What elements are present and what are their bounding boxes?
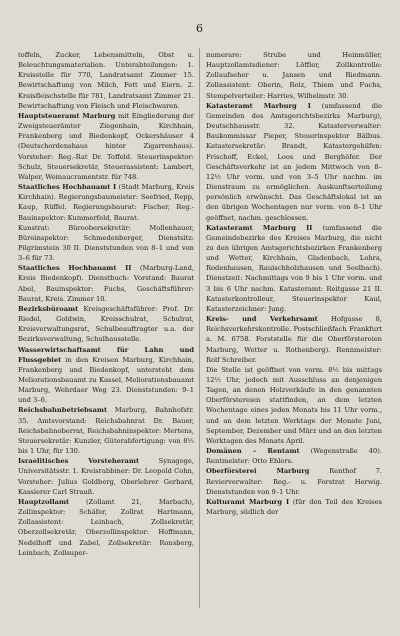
entry-heading: Bezirksbüroamt bbox=[18, 304, 79, 313]
entry-heading: Kreis- und Verkehrsamt bbox=[206, 315, 318, 324]
text-entry bbox=[18, 456, 194, 497]
text-entry bbox=[206, 223, 382, 314]
entry-text: numerare: Strube und Heinmüller, Hauptzollamtsdiener: Löffler, Zollkontrolle: Zollaufseher u. Jansen und Riedmann. Zollassistent: Oberin, Rolz, Thiem und Fuchs, Stempelverteiler: Harries, Wilhelmstr. 30. bbox=[206, 51, 382, 100]
entry-text: in den Kreisen Marburg, Kirchhain, Frankenberg und Biedenkopf, untersteht dem Meliorationsbauamt zu Kassel, Meliorationsbauamt Marburg, Wehrdaer Weg 23. Dienststunden: 9–1 und 3–6. bbox=[18, 355, 194, 405]
text-entry bbox=[18, 304, 194, 345]
entry-heading: Kulturamt Marburg I bbox=[206, 497, 290, 506]
text-entry bbox=[18, 405, 194, 456]
text-entry bbox=[18, 497, 194, 558]
entry-text: Marburg, Bahnhofstr. 35. Amtsvorstand: Reichsbahnrat Dr. Bauer, Reichsbahnoberrat, Reichsbahninspektor: Mertens, Steuersekretär: Kunzler, Güterabfertigung: von 8½ bis 1 Uhr, für 130. bbox=[18, 406, 194, 456]
entry-text: mit Eingliederung der Zweigsteuerämter Ziegenhain, Kirchhain, Frankenberg und Biedenkopf, Ockershäuser 4 (Deutschordenshaus hinter Zigarrenhaus). Vorsteher: Reg.-Rat Dr. Toffeld. Steuerinspektor: Schulz, Steuersekretär, Steuerassistent: Lambert, Walper, Weinaucramentstr. für 748. bbox=[18, 111, 194, 181]
text-entry bbox=[18, 50, 194, 111]
entry-heading: Domänen – Rentamt bbox=[206, 447, 300, 456]
entry-text: (Stadt Marburg, Kreis Kirchhain). Regierungsbaumeister: Seefried, Repp, Kaup, Rüffel. Regierungsbaurat: Fischer, Reg.-Bauinspektor: Kummerfeld, Baurat. bbox=[18, 183, 194, 222]
entry-heading: Hauptzollamt bbox=[18, 497, 70, 506]
text-entry bbox=[206, 365, 382, 446]
entry-heading: Staatliches Hochbauamt I bbox=[18, 183, 117, 192]
entry-heading: Israelitisches Vorsteheramt bbox=[18, 457, 140, 466]
entry-heading: Hauptsteueramt Marburg bbox=[18, 111, 116, 120]
text-entry bbox=[206, 446, 382, 466]
entry-text: (Zollamt 21, Marbach), Zollinspektor: Schäfer, Zollrat Hartmann, Zollassistent: Leinbach, Zollsekretär, Oberzollsekretär, Oberzollinspektor: Hoffmann, Nedelhoff und Zabel, Zollsekretär: Ronsberg, Leinbach, Zollsuper- bbox=[18, 497, 194, 557]
entry-heading: Katasteramt Marburg II bbox=[206, 223, 313, 232]
entry-text: Kunstrat: Büroobersekretär: Mollenhauer, Büroinspektor: Schmedenberger, Dienstsitz: Pilgrimstein 30 II. Dienststunden von 8–1 und von 3–6 für 73. bbox=[18, 223, 194, 263]
entry-text: Synagoge, Universitätsstr. 1. Kreisrabbiner: Dr. Leopold Cohn, Vorsteher: Julius Goldberg, Oberlehrer Gerhard, Kassierer Carl Strauß. bbox=[18, 457, 194, 496]
text-entry bbox=[18, 111, 194, 182]
text-entry bbox=[206, 101, 382, 223]
entry-text: Kreisgeschäftsführer: Prof. Dr. Riedel, Goldwin, Kreisschulrat, Schulrat, Kreisverwaltungsrat, Schulbeauftragter u.a. der Bezirksverwaltung, Schulhausstelle. bbox=[18, 304, 194, 344]
entry-text: (Marburg-Land, Kreis Biedenkopf). Dienstbuch: Vorstand: Baurat Abel, Bauinspektor: Fuchs, Geschäftsführer: Baurat, Kreis. Zimmer 10. bbox=[18, 264, 194, 303]
column-divider bbox=[199, 48, 200, 608]
entry-text: Hofgasse 8, Reichsverkehrskontrolle. Postschließfach Frankfurt a. M. 6758. Forststelle für die Oberförstereien Marburg, Wetter u. Rothenberg). Rennmeister: Rolf Schreiber. bbox=[206, 315, 382, 364]
text-entry bbox=[18, 223, 194, 264]
left-column bbox=[18, 50, 194, 558]
entry-heading: Reichsbahnbetriebsamt bbox=[18, 406, 108, 415]
entry-text: (umfassend die Gemeindebezirke des Kreises Marburg, die nicht zu den übrigen Amtsgerichtsbezirken Frankenberg und Wetter, Kirchhain, Gladenbach, Lohra, Rodenhausen, Rauischholzhausen und Seelbach). Dienstzeit: Nachmittags von 9 bis 1 Uhr vorm. und 3 bis 6 Uhr nachm. Katasteramt: Reitgasse 21 II. Katasterkontrolleur, Steuerinspektor Kaul, Katasterzeichner: Jung. bbox=[206, 223, 382, 313]
text-entry bbox=[206, 497, 382, 517]
entry-text: (umfassend die Gemeinden des Amtsgerichtsbezirks Marburg), Deutschhausstr. 32. Katasterverwalter: Baukommissar Pieper, Steuerinspektor Bälbus. Katastersekretär: Brandt, Katastergehilfen: Frischoff, Eckel, Loos und Berghöfer. Der Geschäftsverkehr ist an jedem Mittwoch von 8–12½ Uhr vorm. und von 3–5 Uhr nachm. im Dienstraum zu ermöglichen. Auskunftserteilung persönlich erwünscht. Das Geschäftslokal ist an den übrigen Wochentagen nur vorm. von 8–1 Uhr geöffnet, nachm. geschlossen. bbox=[206, 101, 382, 222]
entry-text: (Wegenstraße 40). Rentmeister: Otto Ehlers. bbox=[206, 447, 382, 466]
entry-heading: Wasserwirtschaftsamt für Lahn und Flussgebiet bbox=[18, 345, 194, 364]
right-column bbox=[206, 50, 382, 517]
entry-text: (für den Teil des Kreises Marburg, südlich der bbox=[206, 497, 382, 517]
entry-text: Die Stelle ist geöffnet von vorm. 8½ bis mittags 12½ Uhr, jedoch mit Ausschluss an denjenigen Tagen, an denen Holzverkäufe in den genannten Oberförstereien stattfinden, an dem letzten Wochentage eines jeden Monats bis 11 Uhr vorm., und an dem letzten Werktage der Monate Juni, September, Dezember und März und an den letzten Werktagen des Monats April. bbox=[206, 365, 382, 445]
entry-text: toffeln, Zucker, Lebensmitteln, Obst u. Beleuchtungsmaterialien. Unterabteilungen: 1. Kreisstelle für 770, Landratsamt Zimmer 15. Bewirtschaftung von Milch, Fett und Eiern. 2. Kreisfleischstelle für 781, Landratsamt Zimmer 21. Bewirtschaftung von Fleisch und Fleischwaren. bbox=[18, 51, 194, 110]
entry-text: Renthof 7. Revierverwalter: Reg.- u. Forstrat Herwig. Dienststunden von 9–1 Uhr. bbox=[206, 467, 382, 496]
entry-heading: Katasteramt Marburg I bbox=[206, 101, 311, 110]
text-entry bbox=[206, 466, 382, 496]
text-entry bbox=[18, 345, 194, 406]
page-number: 6 bbox=[196, 22, 204, 35]
entry-heading: Staatliches Hochbauamt II bbox=[18, 264, 132, 273]
text-entry bbox=[206, 50, 382, 101]
text-entry bbox=[206, 314, 382, 365]
text-entry bbox=[18, 182, 194, 223]
entry-heading: Oberförsterei Marburg bbox=[206, 467, 310, 476]
text-entry bbox=[18, 263, 194, 304]
